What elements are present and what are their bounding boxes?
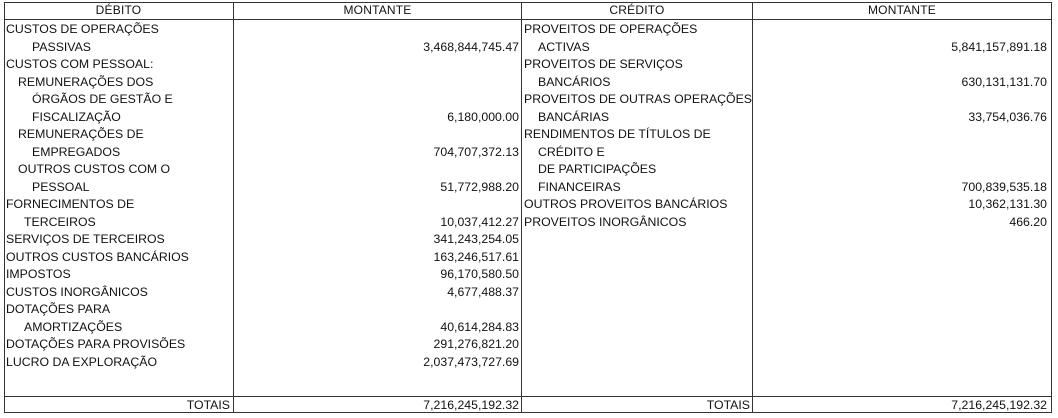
credit-amount: 630,131,131.70 (961, 74, 1047, 89)
debit-amount: 291,276,821.20 (433, 337, 519, 351)
totals-label-debit: TOTAIS (186, 398, 230, 412)
credit-label: BANCÁRIOS (538, 74, 611, 89)
debit-label: LUCRO DA EXPLORAÇÃO (6, 354, 158, 369)
debit-label: IMPOSTOS (6, 267, 71, 281)
column-divider-center (521, 2, 522, 413)
debit-label: DOTAÇÕES PARA (6, 302, 111, 316)
debit-label: CUSTOS COM PESSOAL: (6, 57, 154, 71)
debit-amount: 704,707,372.13 (433, 144, 519, 159)
debit-label: CUSTOS DE OPERAÇÕES (6, 22, 159, 36)
debit-label: FORNECIMENTOS DE (6, 197, 135, 211)
debit-amount: 341,243,254.05 (433, 232, 519, 246)
credit-label: PROVEITOS DE OUTRAS OPERAÇÕES (524, 92, 752, 106)
credit-amount: 10,362,131.30 (968, 197, 1047, 211)
debit-amount: 40,614,284.83 (440, 319, 519, 334)
credit-amount: 700,839,535.18 (961, 179, 1047, 194)
column-divider (752, 2, 753, 413)
debit-amount: 6,180,000.00 (447, 109, 519, 124)
debit-label: DOTAÇÕES PARA PROVISÕES (6, 337, 186, 351)
debit-label: CUSTOS INORGÂNICOS (6, 284, 148, 299)
credit-label: PROVEITOS DE OPERAÇÕES (524, 22, 698, 36)
debit-label: AMORTIZAÇÕES (24, 319, 123, 334)
debit-amount: 163,246,517.61 (433, 249, 519, 264)
credit-label: OUTROS PROVEITOS BANCÁRIOS (524, 197, 728, 211)
debit-amount: 2,037,473,727.69 (423, 354, 519, 369)
totals-amount-debit: 7,216,245,192.32 (423, 398, 519, 412)
debit-label: FISCALIZAÇÃO (32, 109, 121, 124)
header-debit: DÉBITO (95, 3, 142, 17)
credit-label: PROVEITOS INORGÂNICOS (524, 214, 687, 229)
credit-amount: 466.20 (1009, 214, 1047, 229)
debit-label: OUTROS CUSTOS BANCÁRIOS (6, 249, 189, 264)
debit-amount: 4,677,488.37 (447, 284, 519, 299)
header-debit-amount: MONTANTE (343, 3, 412, 17)
debit-amount: 10,037,412.27 (440, 214, 519, 229)
credit-label: RENDIMENTOS DE TÍTULOS DE (524, 127, 711, 141)
debit-label: PASSIVAS (32, 39, 92, 54)
debit-label: SERVIÇOS DE TERCEIROS (6, 232, 165, 246)
credit-amount: 33,754,036.76 (968, 109, 1047, 124)
debit-label: ÓRGÃOS DE GESTÃO E (32, 92, 173, 106)
debit-amount: 96,170,580.50 (440, 267, 519, 281)
table-border-left (4, 2, 5, 413)
debit-label: REMUNERAÇÕES DOS (18, 74, 154, 89)
header-underline (4, 19, 1052, 20)
debit-label: EMPREGADOS (32, 144, 121, 159)
credit-label: CRÉDITO E (538, 144, 605, 159)
table-border-right (1051, 2, 1052, 413)
header-credit-amount: MONTANTE (867, 3, 937, 17)
credit-label: BANCÁRIAS (538, 109, 610, 124)
totals-amount-credit: 7,216,245,192.32 (951, 398, 1047, 412)
totals-label-credit: TOTAIS (706, 398, 750, 412)
credit-label: ACTIVAS (538, 39, 590, 54)
credit-amount: 5,841,157,891.18 (951, 39, 1047, 54)
credit-label: DE PARTICIPAÇÕES (538, 162, 657, 176)
credit-label: PROVEITOS DE SERVIÇOS (524, 57, 683, 71)
debit-label: OUTROS CUSTOS COM O (18, 162, 171, 176)
debit-label: TERCEIROS (24, 214, 96, 229)
debit-label: REMUNERAÇÕES DE (18, 127, 144, 141)
column-divider (233, 2, 234, 413)
debit-amount: 3,468,844,745.47 (423, 39, 519, 54)
debit-label: PESSOAL (32, 179, 90, 194)
debit-amount: 51,772,988.20 (440, 179, 519, 194)
credit-label: FINANCEIRAS (538, 179, 621, 194)
header-credit: CRÉDITO (609, 3, 665, 17)
